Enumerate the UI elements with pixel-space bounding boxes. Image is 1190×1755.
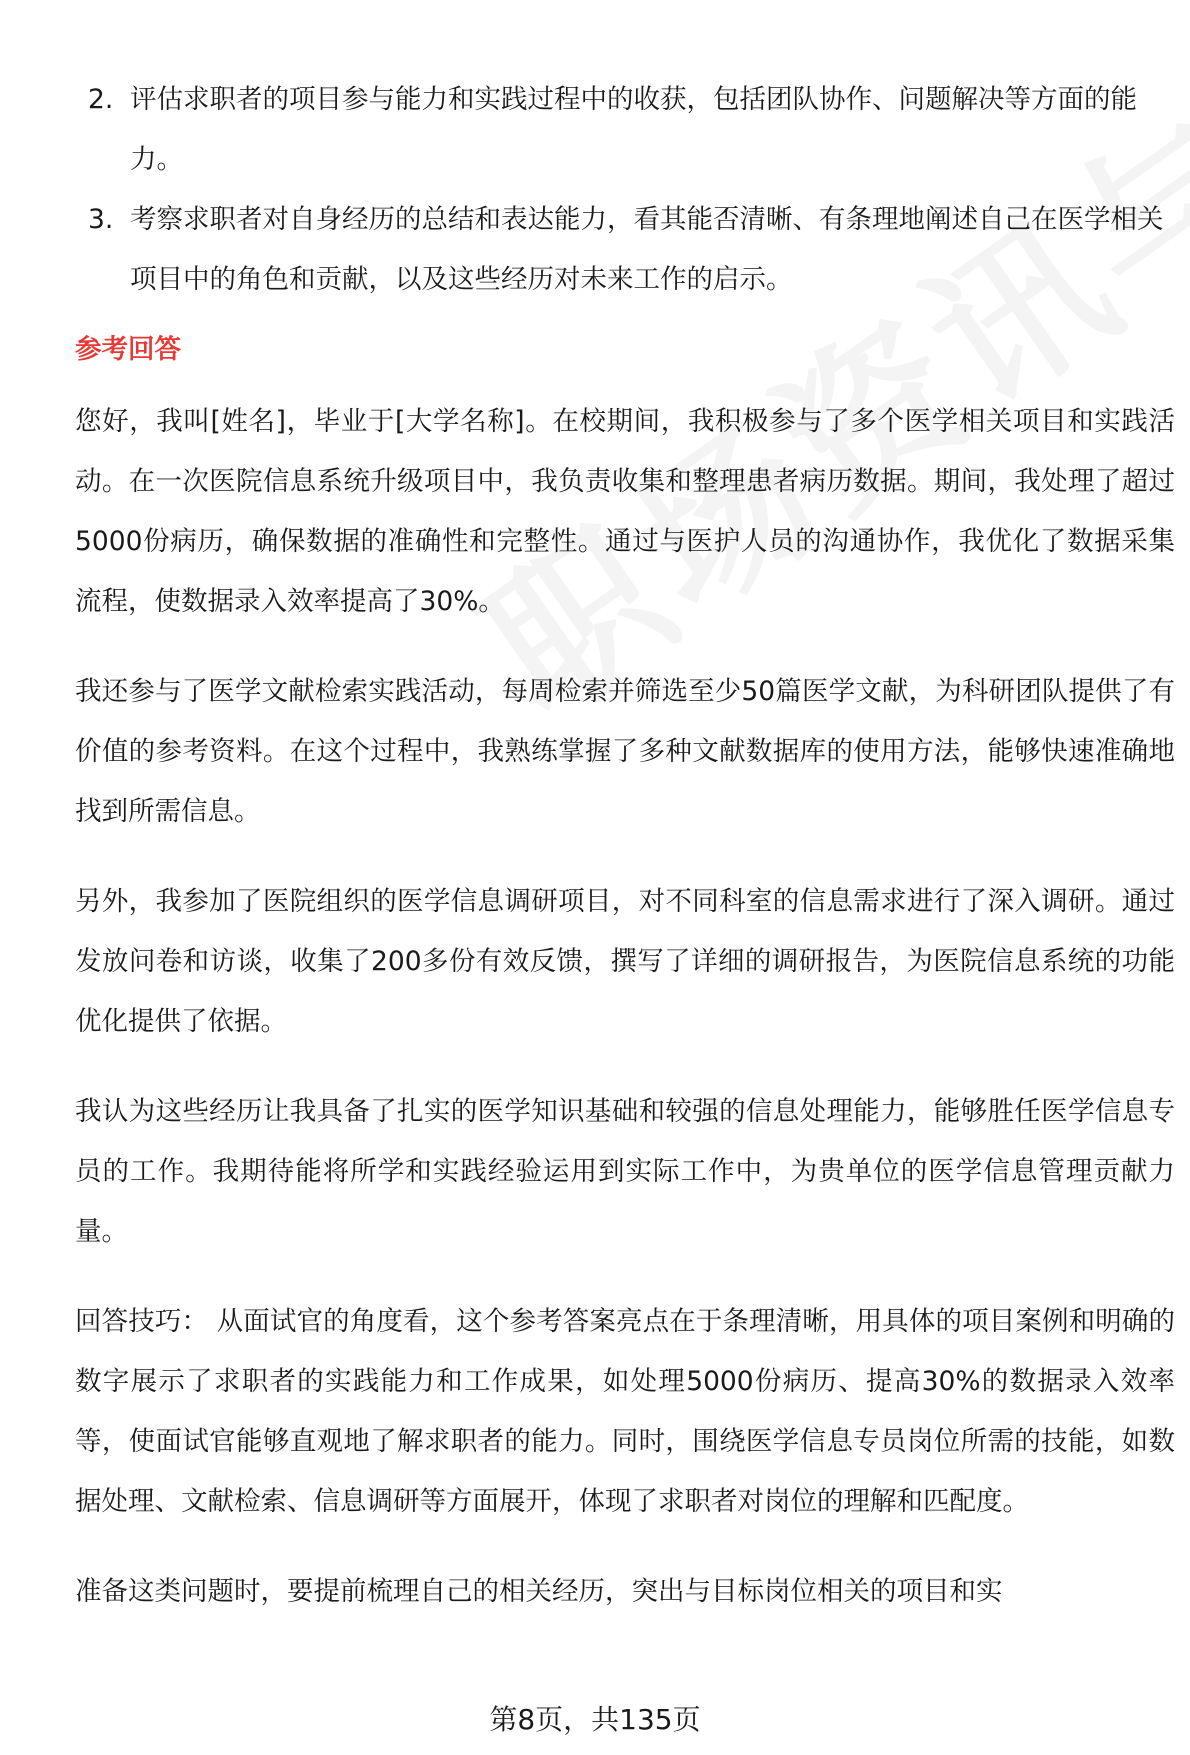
paragraph: 我还参与了医学文献检索实践活动，每周检索并筛选至少50篇医学文献，为科研团队提供了有价值的参考资料。在这个过程中，我熟练掌握了多种文献数据库的使用方法，能够快速准确地找到所需信息。 [75, 676, 1175, 827]
paragraph: 回答技巧： 从面试官的角度看，这个参考答案亮点在于条理清晰，用具体的项目案例和明确的数字展示了求职者的实践能力和工作成果，如处理5000份病历、提高30%的数据录入效率等，使面试官能够直观地了解求职者的能力。同时，围绕医学信息专员岗位所需的技能，如数据处理、文献检索、信息调研等方面展开，体现了求职者对岗位的理解和匹配度。 [75, 1306, 1175, 1517]
paragraph: 准备这类问题时，要提前梳理自己的相关经历，突出与目标岗位相关的项目和实 [75, 1576, 1003, 1607]
page-content [75, 70, 1175, 1652]
list-item [75, 190, 1175, 310]
page-footer: 第8页，共135页 [489, 1703, 701, 1736]
numbered-list [75, 70, 1175, 310]
paragraph: 您好，我叫[姓名]，毕业于[大学名称]。在校期间，我积极参与了多个医学相关项目和实践活动。在一次医院信息系统升级项目中，我负责收集和整理患者病历数据。期间，我处理了超过5000份病历，确保数据的准确性和完整性。通过与医护人员的沟通协作，我优化了数据采集流程，使数据录入效率提高了30%。 [75, 406, 1175, 617]
section-heading: 参考回答 [75, 334, 181, 365]
list-text: 考察求职者对自身经历的总结和表达能力，看其能否清晰、有条理地阐述自己在医学相关项目中的角色和贡献，以及这些经历对未来工作的启示。 [130, 204, 1164, 295]
list-number: 3. [88, 204, 114, 235]
paragraph: 我认为这些经历让我具备了扎实的医学知识基础和较强的信息处理能力，能够胜任医学信息专员的工作。我期待能将所学和实践经验运用到实际工作中，为贵单位的医学信息管理贡献力量。 [75, 1096, 1175, 1247]
list-item [75, 70, 1175, 190]
list-number: 2. [88, 84, 114, 115]
paragraph: 另外，我参加了医院组织的医学信息调研项目，对不同科室的信息需求进行了深入调研。通过发放问卷和访谈，收集了200多份有效反馈，撰写了详细的调研报告，为医院信息系统的功能优化提供了依据。 [75, 886, 1175, 1037]
list-text: 评估求职者的项目参与能力和实践过程中的收获，包括团队协作、问题解决等方面的能力。 [130, 84, 1137, 175]
